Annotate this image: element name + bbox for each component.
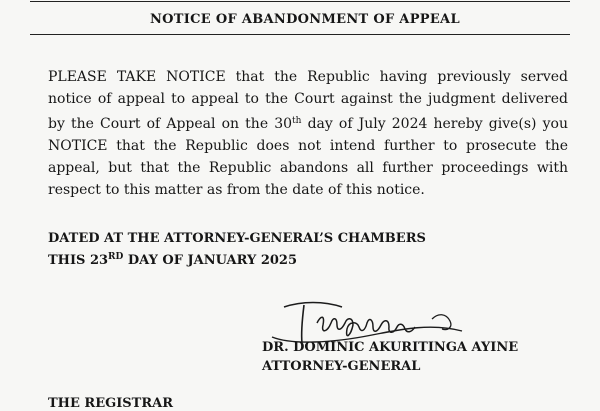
notice-title: NOTICE OF ABANDONMENT OF APPEAL: [150, 12, 460, 27]
notice-body: [48, 66, 568, 201]
dated-block: [48, 229, 426, 270]
body-line: [48, 110, 568, 135]
signatory-title: ATTORNEY-GENERAL: [262, 359, 421, 374]
dated-part: THIS 23: [48, 253, 109, 268]
dated-part: DAY OF JANUARY 2025: [123, 253, 298, 268]
signatory-name: DR. DOMINIC AKURITINGA AYINE: [262, 340, 519, 355]
ordinal-suffix: th: [292, 116, 302, 126]
dated-line: [48, 248, 426, 270]
top-rule: [30, 1, 570, 2]
body-line: appeal, but that the Republic abandons all further proceedings with: [48, 160, 568, 176]
signatory-block: [262, 338, 518, 376]
ordinal-suffix: RD: [108, 252, 124, 262]
body-line: NOTICE that the Republic does not intend further to prosecute the: [48, 138, 568, 154]
dated-line: DATED AT THE ATTORNEY-GENERAL’S CHAMBERS: [48, 231, 426, 246]
body-line-part: day of July 2024 hereby give(s) you: [301, 116, 568, 132]
cutoff-heading: THE REGISTRAR: [48, 396, 174, 411]
body-line: PLEASE TAKE NOTICE that the Republic having previously served: [48, 69, 568, 85]
body-line: respect to this matter as from the date of this notice.: [48, 182, 425, 198]
title-rule: [30, 34, 570, 35]
body-line-part: by the Court of Appeal on the 30: [48, 116, 293, 132]
body-line: notice of appeal to appeal to the Court against the judgment delivered: [48, 91, 568, 107]
